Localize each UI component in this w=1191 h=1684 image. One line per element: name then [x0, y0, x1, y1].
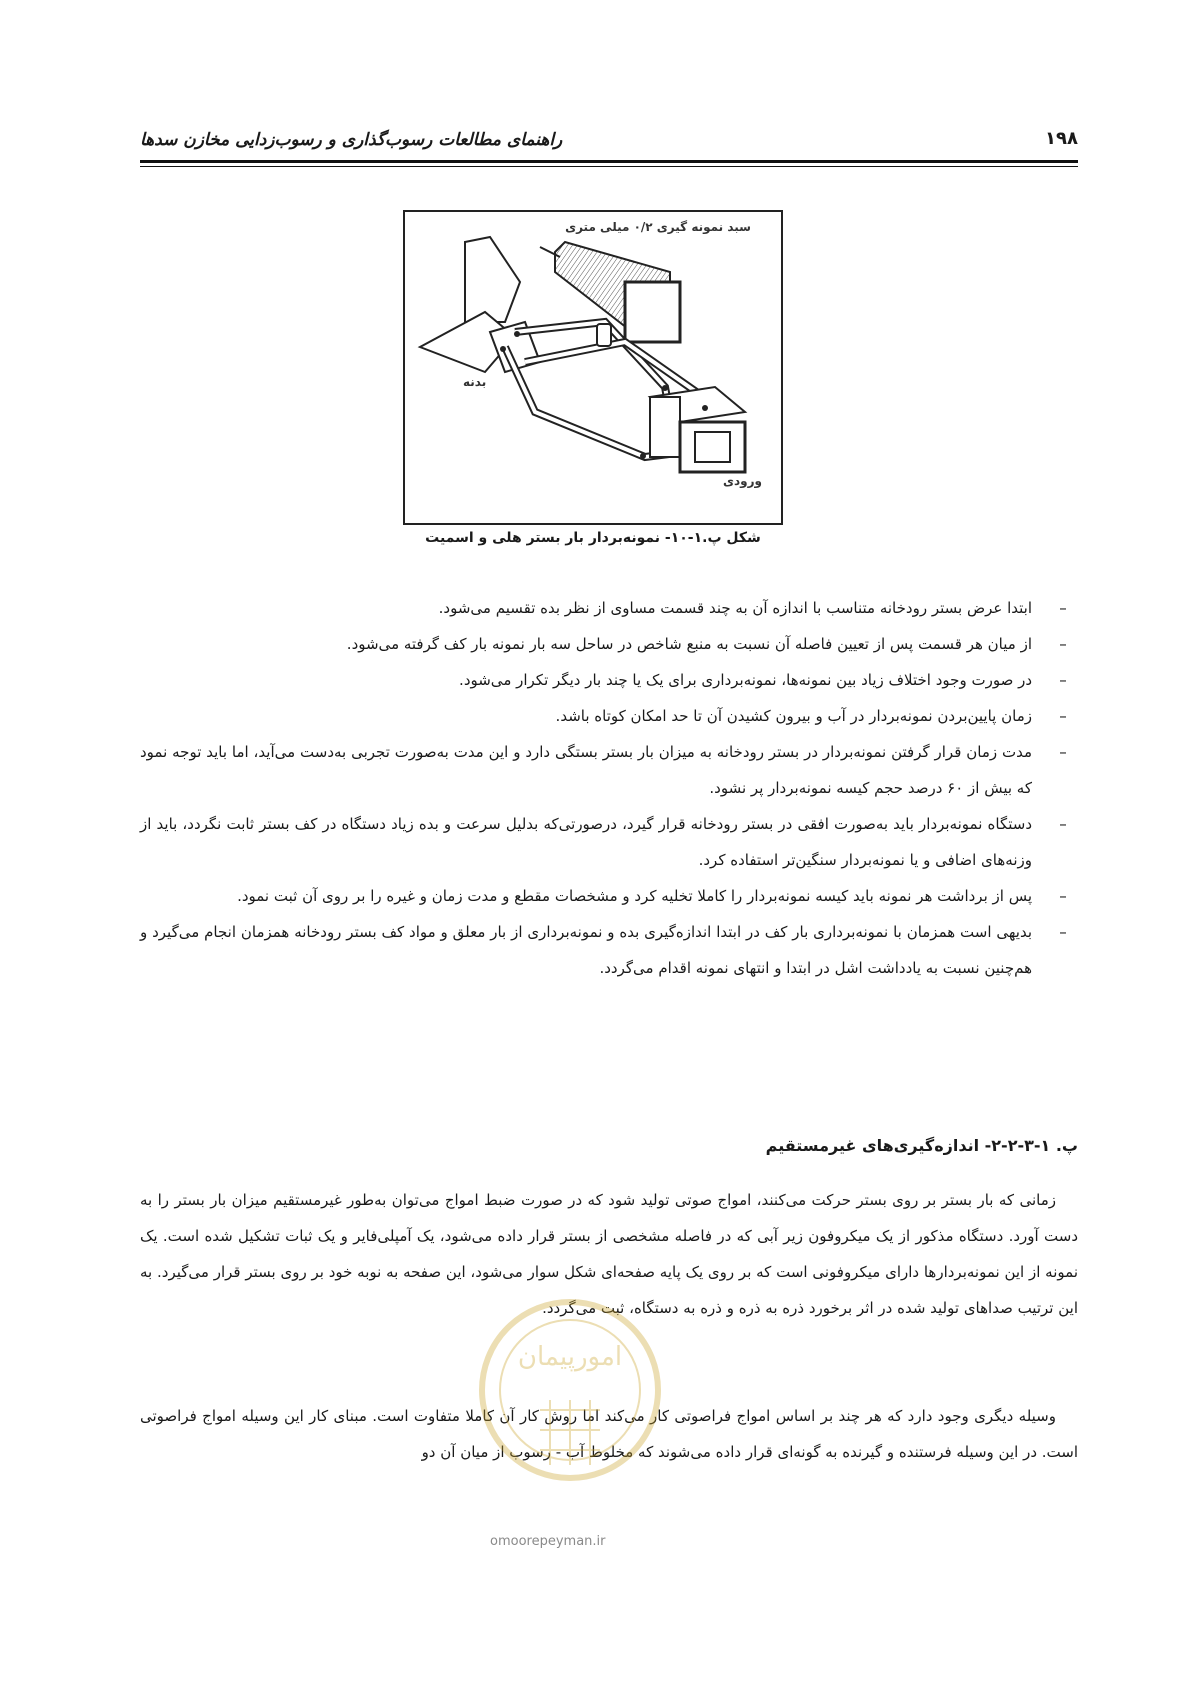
page-number: ۱۹۸	[1045, 128, 1078, 149]
paragraph-acoustic: زمانی که بار بستر بر روی بستر حرکت می‌کنند، امواج صوتی تولید شود که در صورت ضبط امواج می‌توان به‌طور غیرمستقیم میزان بار بستر را به دست آورد. دستگاه مذکور از یک میکروفون زیر آبی که در فاصله مشخصی از بستر قرار داده می‌شود، یک آمپلی‌فایر و یک ثبات تشکیل شده است. یک نمونه از این نمونه‌بردارها دارای میکروفونی است که بر روی یک پایه صفحه‌ای شکل سوار می‌شود، این صفحه به نوبه خود بر روی بستر قرار می‌گیرد. به این ترتیب صداهای تولید شده در اثر برخورد ذره به ذره و ذره به دستگاه، ثبت می‌گردد.	[140, 1191, 1078, 1317]
procedure-list	[140, 590, 1078, 986]
svg-text:امورپیمان: امورپیمان	[517, 1342, 623, 1372]
basket-mouth	[625, 282, 680, 342]
list-item: – در صورت وجود اختلاف زیاد بین نمونه‌ها، نمونه‌برداری برای یک یا چند بار دیگر تکرار می‌شود.	[140, 662, 1078, 698]
book-title: راهنمای مطالعات رسوب‌گذاری و رسوب‌زدایی مخازن سدها	[140, 130, 563, 150]
watermark-logo	[470, 1290, 670, 1510]
dash-bullet: –	[1059, 635, 1067, 653]
clamp	[597, 324, 611, 346]
label-inlet: ورودی	[723, 474, 762, 488]
header-rule-thick	[140, 160, 1078, 163]
list-item: – دستگاه نمونه‌بردار باید به‌صورت افقی در بستر رودخانه قرار گیرد، درصورتی‌که بدلیل سرعت و بده زیاد دستگاه در کف بستر ثابت نگردد، باید از وزنه‌های اضافی و یا نمونه‌بردار سنگین‌تر استفاده کرد.	[140, 806, 1078, 878]
watermark-url: omoorepeyman.ir	[490, 1534, 606, 1549]
sampler-figure	[403, 210, 783, 525]
dash-bullet: –	[1059, 671, 1067, 689]
label-body: بدنه	[463, 375, 487, 389]
dash-bullet: –	[1059, 599, 1067, 617]
header-rule-thin	[140, 166, 1078, 167]
dash-bullet: –	[1059, 887, 1067, 905]
figure-caption: شکل پ.۱-۱۰- نمونه‌بردار بار بستر هلی و اسمیت	[425, 530, 761, 546]
list-item: – زمان پایین‌بردن نمونه‌بردار در آب و بیرون کشیدن آن تا حد امکان کوتاه باشد.	[140, 698, 1078, 734]
section-heading: پ. ۱-۳-۲-۲- اندازه‌گیری‌های غیرمستقیم	[765, 1136, 1078, 1155]
upper-fin	[465, 237, 520, 322]
dash-bullet: –	[1059, 707, 1067, 725]
dash-bullet: –	[1059, 923, 1067, 941]
list-item: – مدت زمان قرار گرفتن نمونه‌بردار در بستر رودخانه به میزان بار بستر بستگی دارد و این مدت به‌صورت تجربی به‌دست می‌آید، اما باید توجه نمود که بیش از ۶۰ درصد حجم کیسه نمونه‌بردار پر نشود.	[140, 734, 1078, 806]
label-basket: سبد نمونه گیری ۰/۲ میلی متری	[565, 220, 751, 234]
list-item: – بدیهی است همزمان با نمونه‌برداری بار کف در ابتدا اندازه‌گیری بده و نمونه‌برداری از بار معلق و مواد کف بستر رودخانه همزمان انجام می‌گیرد و هم‌چنین نسبت به یادداشت اشل در ابتدا و انتهای نمونه اقدام می‌گردد.	[140, 914, 1078, 986]
running-header	[140, 124, 1078, 164]
inlet-side	[650, 397, 680, 457]
dash-bullet: –	[1059, 743, 1067, 761]
list-item: – از میان هر قسمت پس از تعیین فاصله آن نسبت به منبع شاخص در ساحل سه بار نمونه بار کف گرفته می‌شود.	[140, 626, 1078, 662]
dash-bullet: –	[1059, 815, 1067, 833]
list-item: – پس از برداشت هر نمونه باید کیسه نمونه‌بردار را کاملا تخلیه کرد و مشخصات مقطع و مدت زمان و غیره را بر روی آن ثبت نمود.	[140, 878, 1078, 914]
paragraph-ultrasonic: وسیله دیگری وجود دارد که هر چند بر اساس امواج فراصوتی کار می‌کند اما روش کار آن کاملا متفاوت است. مبنای کار این وسیله امواج فراصوتی است. در این وسیله فرستنده و گیرنده به گونه‌ای قرار داده می‌شوند که مخلوط آب - رسوب از میان آن دو	[140, 1407, 1078, 1461]
list-item: – ابتدا عرض بستر رودخانه متناسب با اندازه آن به چند قسمت مساوی از نظر بده تقسیم می‌شود.	[140, 590, 1078, 626]
